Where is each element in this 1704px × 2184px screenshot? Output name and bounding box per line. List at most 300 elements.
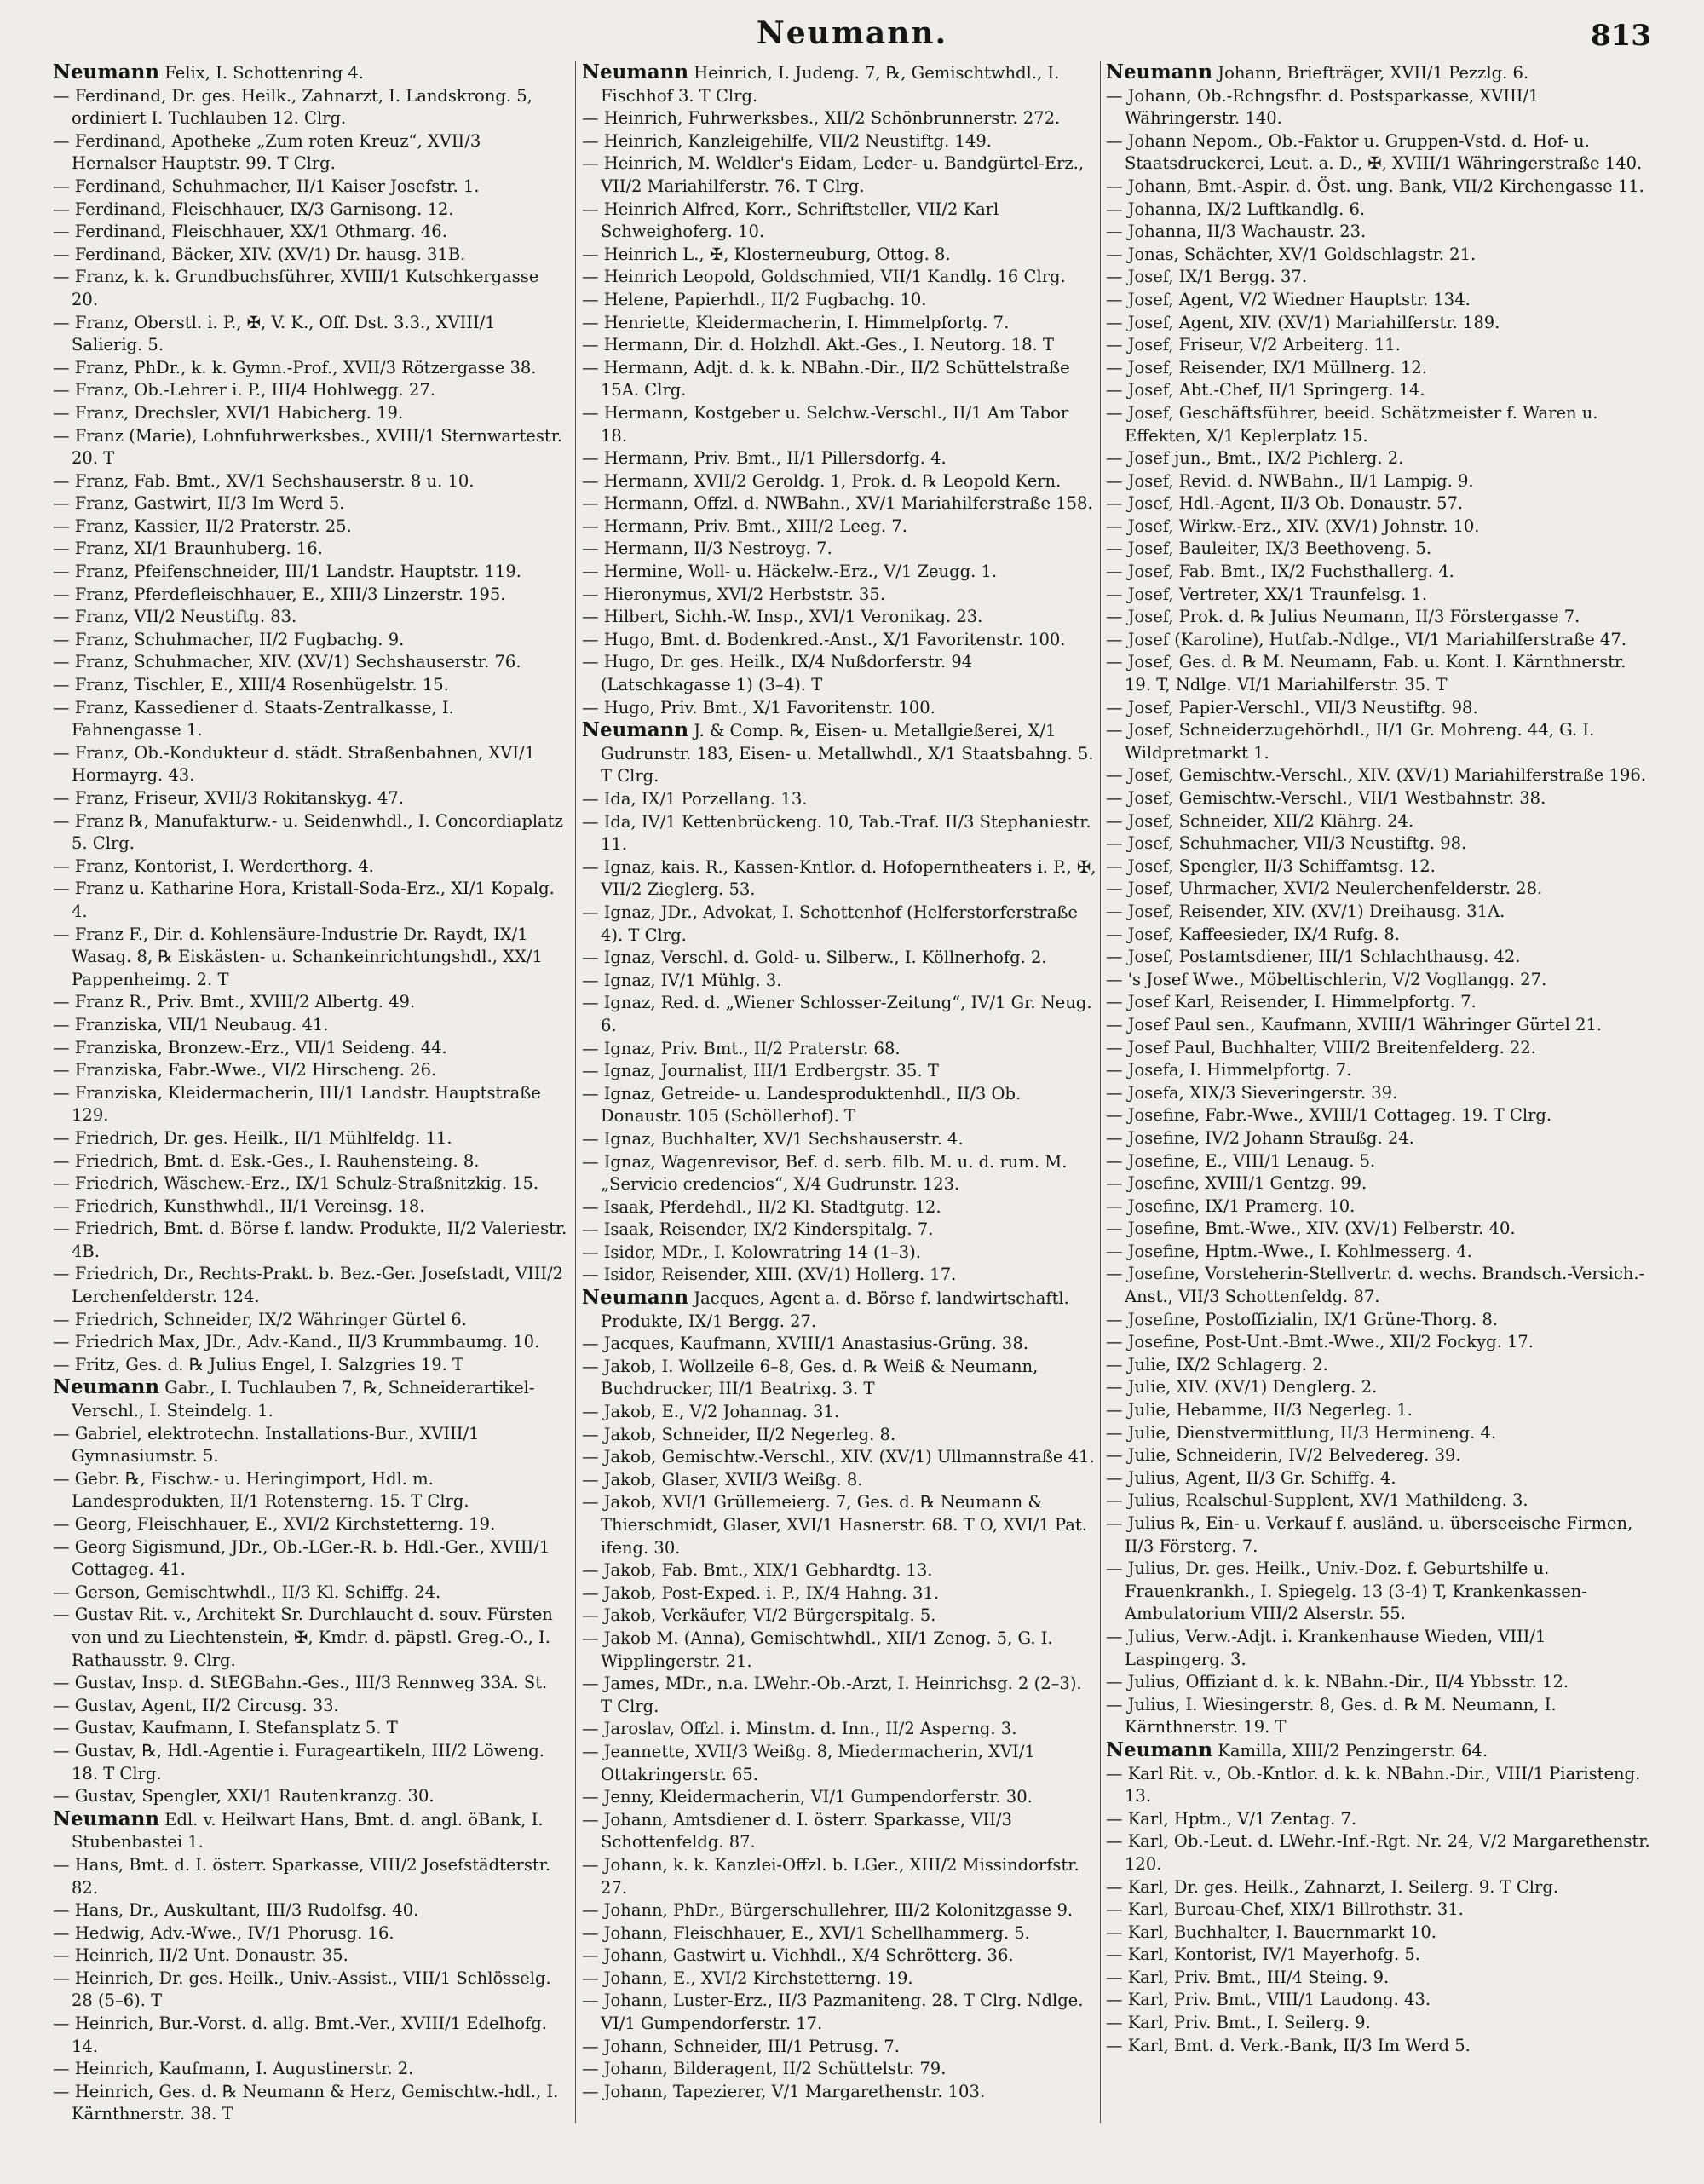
entry-text: — Josef Paul sen., Kaufmann, XVIII/1 Währinger Gürtel 21. (1106, 1014, 1603, 1034)
entry-text: Johann, Briefträger, XVII/1 Pezzlg. 6. (1218, 63, 1529, 83)
entry-text: — Jakob, I. Wollzeile 6–8, Ges. d. ℞ Weiß & Neumann, Buchdrucker, III/1 Beatrixg. 3. T (582, 1356, 1039, 1399)
directory-entry (1106, 493, 1651, 516)
directory-entry (53, 1968, 568, 2013)
entry-text: — Franz, Gastwirt, II/3 Im Werd 5. (53, 493, 345, 514)
entry-text: — Josefine, IV/2 Johann Straußg. 24. (1106, 1127, 1414, 1148)
directory-entry (1106, 1830, 1651, 1876)
entry-text: — Josef (Karoline), Hutfab.-Ndlge., VI/1 Mariahilferstraße 47. (1106, 629, 1626, 649)
entry-text: — Hermann, Kostgeber u. Selchw.-Verschl., II/1 Am Tabor 18. (582, 402, 1069, 446)
directory-entry (1106, 924, 1651, 947)
family-name-heading: Neumann (53, 61, 160, 84)
directory-entry (53, 1423, 568, 1468)
entry-text: — Josef, IX/1 Bergg. 37. (1106, 267, 1308, 287)
entry-text: — Gustav, Agent, II/2 Circusg. 33. (53, 1695, 339, 1715)
column-divider (575, 61, 576, 2123)
directory-entry (1106, 1173, 1651, 1196)
directory-entry (582, 606, 1097, 629)
entry-text: — Josef, Vertreter, XX/1 Traunfelsg. 1. (1106, 584, 1428, 604)
entry-text: — Julius, Dr. ges. Heilk., Univ.-Doz. f. Geburtshilfe u. Frauenkrankh., I. Spiegelg. 13 (3-4) T, Krankenkassen-Ambulatorium VIII/2 Alserstr. 55. (1106, 1559, 1587, 1624)
directory-entry (53, 221, 568, 244)
directory-entry (53, 991, 568, 1014)
entry-text: — Jakob, Post-Exped. i. P., IX/4 Hahng. 31. (582, 1582, 940, 1603)
entry-text: — Heinrich, M. Weldler's Eidam, Leder- u. Bandgürtel-Erz., VII/2 Mariahilferstr. 76. T Clrg. (582, 153, 1085, 196)
directory-entry (1106, 1694, 1651, 1739)
directory-entry (1106, 1241, 1651, 1264)
entry-text: — Hermann, Adjt. d. k. k. NBahn.-Dir., II/2 Schüttelstraße 15A. Clrg. (582, 357, 1070, 400)
directory-entry (1106, 61, 1651, 85)
directory-entry (1106, 402, 1651, 447)
entry-text: — Karl, Hptm., V/1 Zentag. 7. (1106, 1808, 1357, 1829)
directory-entry (582, 651, 1097, 696)
directory-entry (53, 1695, 568, 1718)
page-number: 813 (1591, 19, 1651, 53)
directory-column-1 (53, 61, 568, 2141)
directory-entry (1106, 606, 1651, 629)
directory-column-2 (582, 61, 1097, 2141)
directory-entry (582, 1333, 1097, 1356)
entry-text: — Heinrich, Fuhrwerksbes., XII/2 Schönbrunnerstr. 272. (582, 108, 1061, 129)
entry-text: — Hans, Bmt. d. I. österr. Sparkasse, VIII/2 Josefstädterstr. 82. (53, 1854, 551, 1898)
entry-text: — Johann, Amtsdiener d. I. österr. Sparkasse, VII/3 Schottenfeldg. 87. (582, 1809, 1012, 1853)
directory-column-3 (1106, 61, 1651, 2141)
entry-text: — Gebr. ℞, Fischw.- u. Heringimport, Hdl. m. Landesprodukten, II/1 Rotensterng. 15. T Clrg. (53, 1468, 469, 1512)
entry-text: — Jeannette, XVII/3 Weißg. 8, Miedermacherin, XVI/1 Ottakringerstr. 65. (582, 1741, 1035, 1784)
family-name-heading: Neumann (53, 1375, 160, 1399)
directory-entry (53, 538, 568, 561)
entry-text: — Friedrich, Dr., Rechts-Prakt. b. Bez.-Ger. Josefstadt, VIII/2 Lerchenfelderstr. 124. (53, 1264, 564, 1307)
directory-entry (1106, 1150, 1651, 1173)
directory-entry (53, 379, 568, 402)
entry-text: — Johann, PhDr., Bürgerschullehrer, III/2 Kolonitzgasse 9. (582, 1900, 1074, 1921)
entry-text: — Josef, Geschäftsführer, beeid. Schätzmeister f. Waren u. Effekten, X/1 Keplerplatz 15. (1106, 402, 1598, 446)
entry-text: — Johann, Schneider, III/1 Petrusg. 7. (582, 2036, 901, 2056)
entry-text: — Hieronymus, XVI/2 Herbststr. 35. (582, 584, 886, 604)
directory-entry (582, 107, 1097, 130)
directory-entry (1106, 1354, 1651, 1377)
family-name-heading: Neumann (582, 61, 689, 84)
directory-entry (582, 992, 1097, 1037)
directory-entry (53, 1945, 568, 1968)
entry-text: — Johann, Luster-Erz., II/3 Pazmaniteng. 28. T Clrg. Ndlge. VI/1 Gumpendorferstr. 17. (582, 1991, 1084, 2034)
directory-entry (53, 1582, 568, 1605)
entry-text: — Jakob, E., V/2 Johannag. 31. (582, 1402, 840, 1422)
entry-text: — Ignaz, Verschl. d. Gold- u. Silberw., I. Köllnerhofg. 2. (582, 948, 1047, 968)
entry-text: — Josef, Ges. d. ℞ M. Neumann, Fab. u. Kont. I. Kärnthnerstr. 19. T, Ndlge. VI/1 Mariahilferstr. 35. T (1106, 652, 1626, 695)
directory-entry (53, 1740, 568, 1785)
directory-entry (1106, 1513, 1651, 1558)
entry-text: — Hermann, Offzl. d. NWBahn., XV/1 Mariahilferstraße 158. (582, 493, 1093, 514)
entry-text: — Ignaz, Priv. Bmt., II/2 Praterstr. 68. (582, 1038, 901, 1058)
entry-text: — Karl, Priv. Bmt., III/4 Steing. 9. (1106, 1967, 1390, 1987)
entry-text: — Josef, Revid. d. NWBahn., II/1 Lampig. 9. (1106, 470, 1474, 491)
entry-text: — Ferdinand, Schuhmacher, II/1 Kaiser Josefstr. 1. (53, 176, 480, 196)
family-name-heading: Neumann (582, 718, 689, 742)
entry-text: — Franziska, Fabr.-Wwe., VI/2 Hirscheng. 26. (53, 1060, 437, 1080)
entry-text: — Hermine, Woll- u. Häckelw.-Erz., V/1 Zeugg. 1. (582, 562, 998, 582)
entry-text: — Julie, Hebamme, II/3 Negerleg. 1. (1106, 1400, 1413, 1420)
directory-entry (1106, 176, 1651, 199)
directory-entry (582, 493, 1097, 516)
entry-text: — Karl, Priv. Bmt., I. Seilerg. 9. (1106, 2013, 1371, 2033)
directory-entry (53, 1672, 568, 1695)
entry-text: — Ignaz, Buchhalter, XV/1 Sechshauserstr. 4. (582, 1128, 964, 1149)
entry-text: — Heinrich L., ✠, Klosterneuburg, Ottog. 8. (582, 244, 951, 264)
entry-text: — Josef, Agent, XIV. (XV/1) Mariahilferstr. 189. (1106, 312, 1500, 332)
entry-text: — Isidor, Reisender, XIII. (XV/1) Hollerg. 17. (582, 1265, 957, 1285)
directory-entry (53, 1468, 568, 1513)
directory-entry (582, 1242, 1097, 1265)
directory-entry (582, 470, 1097, 493)
entry-text: — Gustav Rit. v., Architekt Sr. Durchlaucht d. souv. Fürsten von und zu Liechtenstein, ✠, Kmdr. d. päpstl. Greg.-O., I. Rathausstr. 9. Clrg. (53, 1605, 553, 1670)
entry-text: — Ignaz, kais. R., Kassen-Kntlor. d. Hofoperntheaters i. P., ✠, VII/2 Zieglerg. 53. (582, 856, 1097, 900)
entry-text: — Jakob M. (Anna), Gemischtwhdl., XII/1 Zenog. 5, G. I. Wipplingerstr. 21. (582, 1628, 1053, 1671)
directory-entry (1106, 1989, 1651, 2012)
directory-entry (582, 1673, 1097, 1718)
directory-entry (53, 1173, 568, 1196)
entry-text: — Friedrich, Wäschew.-Erz., IX/1 Schulz-Straßnitzkig. 15. (53, 1173, 539, 1194)
directory-entry (53, 470, 568, 493)
entry-text: — Fritz, Ges. d. ℞ Julius Engel, I. Salzgries 19. T (53, 1354, 464, 1374)
directory-entry (1106, 1490, 1651, 1513)
entry-text: — Gustav, Insp. d. StEGBahn.-Ges., III/3 Rennweg 33A. St. (53, 1673, 548, 1693)
entry-text: — Gustav, Kaufmann, I. Stefansplatz 5. T (53, 1718, 398, 1738)
entry-text: — Jakob, Glaser, XVII/3 Weißg. 8. (582, 1469, 863, 1490)
entry-text: — Heinrich, Kanzleigehilfe, VII/2 Neustiftg. 149. (582, 130, 992, 151)
entry-text: — Josef, Abt.-Chef, II/1 Springerg. 14. (1106, 380, 1425, 400)
entry-text: — Julie, Schneiderin, IV/2 Belvedereg. 39. (1106, 1445, 1461, 1466)
entry-text: — Heinrich, II/2 Unt. Donaustr. 35. (53, 1945, 348, 1966)
directory-entry (582, 289, 1097, 312)
entry-text: — Friedrich, Dr. ges. Heilk., II/1 Mühlfeldg. 11. (53, 1127, 452, 1148)
entry-text: — Franz, Ob.-Kondukteur d. städt. Straßenbahnen, XVI/1 Hormayrg. 43. (53, 742, 536, 786)
directory-entry (582, 538, 1097, 561)
entry-text: — Hans, Dr., Auskultant, III/3 Rudolfsg. 40. (53, 1900, 419, 1921)
directory-entry (53, 742, 568, 787)
directory-entry (582, 402, 1097, 447)
entry-text: — Jakob, Gemischtw.-Verschl., XIV. (XV/1) Ullmannstraße 41. (582, 1447, 1095, 1467)
directory-entry (1106, 584, 1651, 607)
entry-text: — Johann, Gastwirt u. Viehhdl., X/4 Schrötterg. 36. (582, 1945, 1014, 1966)
directory-entry (582, 1786, 1097, 1809)
entry-text: — Karl, Dr. ges. Heilk., Zahnarzt, I. Seilerg. 9. T Clrg. (1106, 1876, 1559, 1897)
entry-text: — Johann, Bmt.-Aspir. d. Öst. ung. Bank, VII/2 Kirchengasse 11. (1106, 176, 1644, 196)
directory-entry (582, 1491, 1097, 1559)
directory-entry (1106, 1922, 1651, 1945)
entry-text: — Jenny, Kleidermacherin, VI/1 Gumpendorferstr. 30. (582, 1787, 1033, 1807)
entry-text: — Franz, Schuhmacher, XIV. (XV/1) Sechshauserstr. 76. (53, 652, 521, 672)
entry-text: — Josef, Uhrmacher, XVI/2 Neulerchenfelderstr. 28. (1106, 879, 1543, 899)
entry-text: — Ida, IV/1 Kettenbrückeng. 10, Tab.-Traf. II/3 Stephaniestr. 11. (582, 811, 1091, 855)
directory-entry (1106, 357, 1651, 380)
directory-entry (582, 1945, 1097, 1968)
directory-entry (53, 1899, 568, 1922)
directory-entry (582, 1060, 1097, 1083)
entry-text: — Ignaz, Journalist, III/1 Erdbergstr. 35. T (582, 1061, 939, 1081)
directory-entry (582, 788, 1097, 811)
entry-text: — Josef, Fab. Bmt., IX/2 Fuchsthallerg. 4. (1106, 562, 1454, 582)
directory-entry (582, 902, 1097, 947)
entry-text: — Julius ℞, Ein- u. Verkauf f. ausländ. u. überseeische Firmen, II/3 Försterg. 7. (1106, 1513, 1633, 1556)
directory-entry (1106, 1263, 1651, 1308)
directory-entry (53, 1331, 568, 1354)
entry-text: — Heinrich, Dr. ges. Heilk., Univ.-Assist., VIII/1 Schlösselg. 28 (5–6). T (53, 1968, 551, 2011)
entry-text: — Julius, Verw.-Adjt. i. Krankenhause Wieden, VIII/1 Laspingerg. 3. (1106, 1626, 1546, 1669)
entry-text: Jacques, Agent a. d. Börse f. landwirtschaftl. Produkte, IX/1 Bergg. 27. (601, 1288, 1069, 1331)
entry-text: — Ferdinand, Fleischhauer, IX/3 Garnisong. 12. (53, 199, 454, 219)
directory-entry (1106, 629, 1651, 652)
entry-text: — Franz, k. k. Grundbuchsführer, XVIII/1 Kutschkergasse 20. (53, 267, 539, 309)
directory-entry (53, 176, 568, 199)
directory-entry (1106, 1014, 1651, 1037)
entry-text: — Jakob, Schneider, II/2 Negerleg. 8. (582, 1424, 896, 1444)
entry-text: — Hermann, Priv. Bmt., II/1 Pillersdorfg. 4. (582, 448, 947, 469)
directory-entry (1106, 969, 1651, 992)
directory-entry (1106, 1127, 1651, 1150)
entry-text: — Josef, Gemischtw.-Verschl., XIV. (XV/1) Mariahilferstraße 196. (1106, 765, 1646, 786)
entry-text: — 's Josef Wwe., Möbeltischlerin, V/2 Vogllangg. 27. (1106, 969, 1547, 989)
entry-text: — Jacques, Kaufmann, XVIII/1 Anastasius-Grüng. 38. (582, 1334, 1028, 1354)
directory-entry (1106, 1808, 1651, 1831)
directory-entry (1106, 312, 1651, 335)
directory-entry (1106, 1899, 1651, 1922)
entry-text: — Karl, Kontorist, IV/1 Mayerhofg. 5. (1106, 1945, 1420, 1965)
entry-text: — Josefine, Bmt.-Wwe., XIV. (XV/1) Felberstr. 40. (1106, 1219, 1516, 1239)
directory-entry (1106, 130, 1651, 176)
entry-text: — Jonas, Schächter, XV/1 Goldschlagstr. 21. (1106, 244, 1477, 264)
directory-entry (582, 130, 1097, 153)
directory-entry (1106, 2035, 1651, 2058)
directory-entry (1106, 334, 1651, 357)
family-name-heading: Neumann (582, 1286, 689, 1310)
directory-entry (53, 516, 568, 539)
directory-entry (53, 651, 568, 674)
entry-text: — Franz (Marie), Lohnfuhrwerksbes., XVIII/1 Sternwartestr. 20. T (53, 425, 563, 469)
directory-entry (582, 1854, 1097, 1899)
directory-entry (53, 1037, 568, 1060)
entry-text: — Josef, Wirkw.-Erz., XIV. (XV/1) Johnstr. 10. (1106, 516, 1480, 536)
entry-text: Heinrich, I. Judeng. 7, ℞, Gemischtwhdl., I. Fischhof 3. T Clrg. (601, 63, 1060, 106)
directory-entry (1106, 1876, 1651, 1899)
directory-entry (53, 561, 568, 584)
entry-text: — Franz, Pferdefleischhauer, E., XIII/3 Linzerstr. 195. (53, 584, 506, 604)
directory-entry (1106, 1104, 1651, 1127)
page-title: Neumann. (756, 15, 948, 51)
entry-text: — Hugo, Priv. Bmt., X/1 Favoritenstr. 100. (582, 697, 935, 717)
entry-text: — Gustav, Spengler, XXI/1 Rautenkranzg. 30. (53, 1786, 435, 1807)
entry-text: — Julie, IX/2 Schlagerg. 2. (1106, 1354, 1328, 1374)
directory-entry (582, 1446, 1097, 1469)
directory-entry (53, 425, 568, 470)
directory-entry (582, 266, 1097, 289)
entry-text: — Isidor, MDr., I. Kolowratring 14 (1–3). (582, 1242, 921, 1262)
directory-entry (1106, 1082, 1651, 1105)
entry-text: — Friedrich, Schneider, IX/2 Währinger Gürtel 6. (53, 1309, 467, 1329)
entry-text: — Josef, Reisender, XIV. (XV/1) Dreihausg. 31A. (1106, 901, 1505, 921)
directory-entry (582, 584, 1097, 607)
directory-entry (1106, 1309, 1651, 1332)
directory-entry (53, 1513, 568, 1536)
entry-text: — Henriette, Kleidermacherin, I. Himmelpfortg. 7. (582, 312, 1010, 332)
directory-entry (1106, 810, 1651, 833)
directory-entry (1106, 833, 1651, 856)
directory-entry (53, 1127, 568, 1150)
entry-text: — Franz, Kontorist, I. Werderthorg. 4. (53, 856, 374, 876)
directory-entry (53, 1922, 568, 1945)
entry-text: — Georg, Fleischhauer, E., XVI/2 Kirchstetterng. 19. (53, 1514, 496, 1534)
entry-text: — Hugo, Bmt. d. Bodenkred.-Anst., X/1 Favoritenstr. 100. (582, 629, 1066, 649)
directory-entry (582, 1356, 1097, 1401)
directory-entry (582, 2081, 1097, 2104)
entry-text: J. & Comp. ℞, Eisen- u. Metallgießerei, X/1 Gudrunstr. 183, Eisen- u. Metallwhdl., X/1 Staatsbahng. 5. T Clrg. (601, 721, 1094, 787)
entry-text: — Hermann, XVII/2 Geroldg. 1, Prok. d. ℞ Leopold Kern. (582, 470, 1062, 491)
entry-text: — Josef, Spengler, II/3 Schiffamtsg. 12. (1106, 856, 1436, 876)
entry-text: — Karl, Ob.-Leut. d. LWehr.-Inf.-Rgt. Nr. 24, V/2 Margarethenstr. 120. (1106, 1831, 1650, 1874)
entry-text: — Gustav, ℞, Hdl.-Agentie i. Furageartikeln, III/2 Löweng. 18. T Clrg. (53, 1740, 544, 1784)
directory-entry (1106, 1196, 1651, 1219)
directory-entry (1106, 1376, 1651, 1399)
entry-text: — Gabriel, elektrotechn. Installations-Bur., XVIII/1 Gymnasiumstr. 5. (53, 1423, 480, 1467)
directory-entry (1106, 1331, 1651, 1354)
entry-text: — Johanna, IX/2 Luftkandlg. 6. (1106, 199, 1366, 219)
entry-text: — Heinrich, Bur.-Vorst. d. allg. Bmt.-Ver., XVIII/1 Edelhofg. 14. (53, 2014, 547, 2056)
directory-entry (582, 1128, 1097, 1151)
directory-entry (53, 606, 568, 629)
entry-text: — Julius, Offiziant d. k. k. NBahn.-Dir., II/4 Ybbsstr. 12. (1106, 1672, 1569, 1692)
directory-entry (1106, 538, 1651, 561)
directory-entry (1106, 85, 1651, 130)
directory-entry (53, 244, 568, 267)
directory-entry (53, 199, 568, 222)
directory-entry (1106, 199, 1651, 222)
entry-text: — Franz, Kassier, II/2 Praterstr. 25. (53, 516, 352, 536)
entry-text: — Heinrich, Kaufmann, I. Augustinerstr. 2. (53, 2059, 414, 2079)
directory-entry (1106, 946, 1651, 969)
directory-entry (53, 1196, 568, 1219)
directory-entry (53, 312, 568, 357)
entry-text: — Ferdinand, Fleischhauer, XX/1 Othmarg. 46. (53, 222, 447, 242)
entry-text: — Josef, Schneider, XII/2 Klährg. 24. (1106, 810, 1414, 831)
directory-entry (1106, 470, 1651, 493)
entry-text: — Josefine, Postoffizialin, IX/1 Grüne-Thorg. 8. (1106, 1309, 1498, 1329)
entry-text: — Karl, Priv. Bmt., VIII/1 Laudong. 43. (1106, 1990, 1431, 2010)
directory-entry (1106, 719, 1651, 764)
entry-text: — Hermann, II/3 Nestroyg. 7. (582, 539, 832, 559)
directory-entry (53, 697, 568, 742)
entry-text: — Julie, Dienstvermittlung, II/3 Hermineng. 4. (1106, 1422, 1497, 1443)
directory-entry (1106, 289, 1651, 312)
directory-entry (582, 719, 1097, 788)
entry-text: — Karl Rit. v., Ob.-Kntlor. d. k. k. NBahn.-Dir., VIII/1 Piaristeng. 13. (1106, 1763, 1641, 1807)
entry-text: — Johann, Ob.-Rchngsfhr. d. Postsparkasse, XVIII/1 Währingerstr. 140. (1106, 85, 1540, 129)
directory-entry (582, 1582, 1097, 1605)
entry-text: — Julius, I. Wiesingerstr. 8, Ges. d. ℞ M. Neumann, I. Kärnthnerstr. 19. T (1106, 1694, 1557, 1737)
entry-text: Gabr., I. Tuchlauben 7, ℞, Schneiderartikel-Verschl., I. Steindelg. 1. (72, 1378, 535, 1421)
entry-text: — Gerson, Gemischtwhdl., II/3 Kl. Schiffg. 24. (53, 1582, 441, 1602)
directory-entry (582, 2036, 1097, 2059)
entry-text: — Josefa, XIX/3 Sieveringerstr. 39. (1106, 1082, 1398, 1103)
family-name-heading: Neumann (1106, 61, 1213, 84)
entry-text: — Josef, Schneiderzugehörhdl., II/1 Gr. Mohreng. 44, G. I. Wildpretmarkt 1. (1106, 720, 1595, 763)
entry-text: — Josef, Bauleiter, IX/3 Beethoveng. 5. (1106, 539, 1432, 559)
directory-entry (53, 1263, 568, 1308)
directory-entry (1106, 1739, 1651, 1763)
directory-entry (53, 1808, 568, 1854)
entry-text: — Johann, Fleischhauer, E., XVI/1 Schellhammerg. 5. (582, 1922, 1030, 1943)
entry-text: — Johanna, II/3 Wachaustr. 23. (1106, 222, 1367, 242)
directory-entry (582, 811, 1097, 856)
entry-text: — Josef Paul, Buchhalter, VIII/2 Breitenfelderg. 22. (1106, 1037, 1536, 1057)
directory-entry (582, 1628, 1097, 1673)
directory-entry (582, 629, 1097, 652)
entry-text: — Karl, Bureau-Chef, XIX/1 Billrothstr. 31. (1106, 1899, 1464, 1920)
directory-entry (1106, 1626, 1651, 1671)
entry-text: — Franziska, VII/1 Neubaug. 41. (53, 1014, 329, 1034)
directory-entry (1106, 878, 1651, 901)
entry-text: — Franz, Drechsler, XVI/1 Habicherg. 19. (53, 402, 404, 423)
directory-entry (582, 1196, 1097, 1219)
entry-text: — Franz, Ob.-Lehrer i. P., III/4 Hohlwegg. 27. (53, 380, 435, 400)
entry-text: — Jakob, XVI/1 Grüllemeierg. 7, Ges. d. ℞ Neumann & Thierschmidt, Glaser, XVI/1 Hasnerstr. 68. T O, XVI/1 Pat. ifeng. 30. (582, 1492, 1087, 1558)
entry-text: — Josef, Friseur, V/2 Arbeiterg. 11. (1106, 335, 1402, 355)
entry-text: — Josef, Hdl.-Agent, II/3 Ob. Donaustr. 57. (1106, 493, 1464, 514)
entry-text: — Franz, Tischler, E., XIII/4 Rosenhügelstr. 15. (53, 675, 449, 695)
directory-entry (582, 1922, 1097, 1945)
directory-entry (53, 1354, 568, 1377)
entry-text: — Ignaz, IV/1 Mühlg. 3. (582, 970, 782, 990)
directory-entry (53, 856, 568, 879)
entry-text: — Johann, k. k. Kanzlei-Offzl. b. LGer., XIII/2 Missindorfstr. 27. (582, 1854, 1079, 1898)
entry-text: — Josef, Kaffeesieder, IX/4 Rufg. 8. (1106, 924, 1400, 944)
directory-entry (1106, 787, 1651, 810)
entry-text: — Julius, Realschul-Supplent, XV/1 Mathildeng. 3. (1106, 1490, 1528, 1511)
directory-entry (582, 244, 1097, 267)
directory-entry (1106, 266, 1651, 289)
directory-entry (1106, 991, 1651, 1014)
entry-text: — Josefine, XVIII/1 Gentzg. 99. (1106, 1173, 1367, 1194)
directory-entry (53, 924, 568, 992)
directory-entry (53, 629, 568, 652)
entry-text: — Isaak, Reisender, IX/2 Kinderspitalg. 7. (582, 1219, 934, 1240)
directory-entry (53, 85, 568, 130)
directory-entry (53, 1218, 568, 1263)
directory-entry (1106, 379, 1651, 402)
directory-entry (53, 810, 568, 856)
entry-text: — Hugo, Dr. ges. Heilk., IX/4 Nußdorferstr. 94 (Latschkagasse 1) (3–4). T (582, 652, 973, 695)
directory-entry (582, 1038, 1097, 1061)
entry-text: — Franz, Fab. Bmt., XV/1 Sechshauserstr. 8 u. 10. (53, 470, 475, 491)
entry-text: — Franz, Schuhmacher, II/2 Fugbachg. 9. (53, 629, 405, 649)
entry-text: — Friedrich, Bmt. d. Börse f. landw. Produkte, II/2 Valeriestr. 4B. (53, 1219, 567, 1261)
entry-text: — Jakob, Verkäufer, VI/2 Bürgerspitalg. 5. (582, 1605, 936, 1626)
directory-entry (1106, 901, 1651, 924)
directory-entry (1106, 1467, 1651, 1490)
entry-text: — Helene, Papierhdl., II/2 Fugbachg. 10. (582, 289, 927, 309)
directory-entry (53, 493, 568, 516)
entry-text: — Josef Karl, Reisender, I. Himmelpfortg. 7. (1106, 992, 1477, 1012)
entry-text: — Franziska, Kleidermacherin, III/1 Landstr. Hauptstraße 129. (53, 1082, 541, 1126)
entry-text: — Josefine, Vorsteherin-Stellvertr. d. wechs. Brandsch.-Versich.-Anst., VII/3 Schottenfeldg. 87. (1106, 1264, 1645, 1307)
directory-entry (582, 1219, 1097, 1242)
directory-entry (53, 1150, 568, 1173)
directory-entry (582, 1718, 1097, 1741)
directory-entry (582, 61, 1097, 107)
directory-entry (582, 1469, 1097, 1492)
directory-entry (53, 1309, 568, 1332)
entry-text: — Franz, Friseur, XVII/3 Rokitanskyg. 47. (53, 788, 404, 808)
entry-text: — Josef, Prok. d. ℞ Julius Neumann, II/3 Förstergasse 7. (1106, 607, 1580, 627)
directory-entry (1106, 221, 1651, 244)
directory-entry (582, 1424, 1097, 1447)
